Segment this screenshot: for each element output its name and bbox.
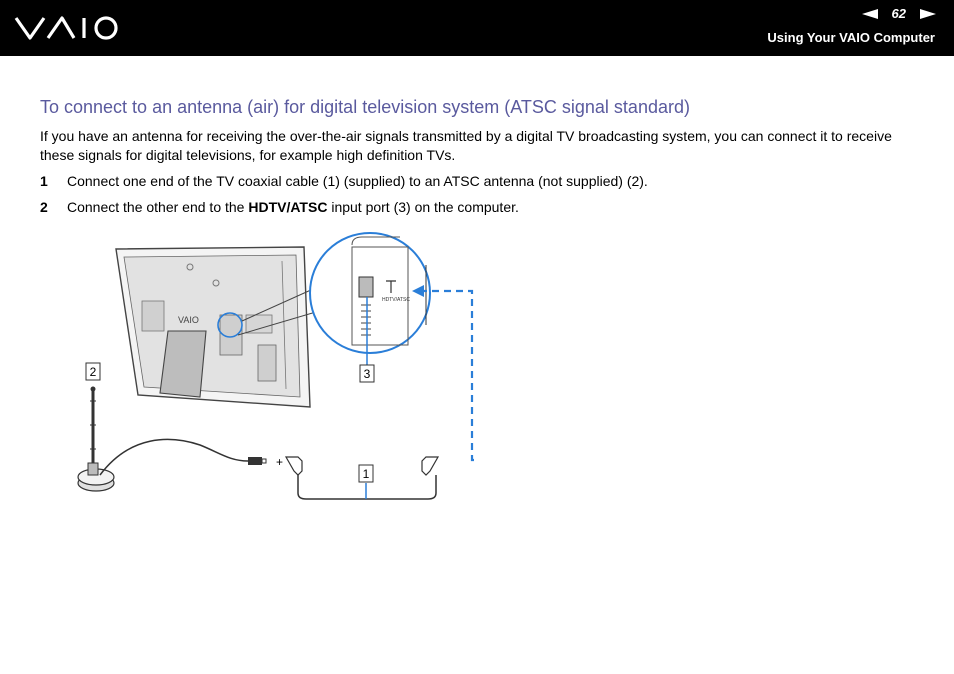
step-text-after: input port (3) on the computer. (327, 199, 519, 215)
antenna-plug (248, 457, 262, 465)
section-title: Using Your VAIO Computer (767, 30, 935, 45)
port-name-bold: HDTV/ATSC (248, 199, 328, 215)
intro-paragraph: If you have an antenna for receiving the over-the-air signals transmitted by a digital TV broadcasting system, you can connect it to receive these signals for digital televisions, for example high definition TVs. (40, 128, 892, 163)
callout-2 (86, 363, 100, 380)
svg-text:VAIO: VAIO (178, 315, 199, 325)
plus-sign: + (276, 455, 284, 469)
svg-text:1: 1 (362, 467, 370, 481)
page-title: To connect to an antenna (air) for digital television system (ATSC signal standard) (40, 97, 690, 117)
callout-3 (360, 365, 374, 382)
step-number: 2 (40, 199, 48, 215)
computer-back-illustration (116, 247, 326, 407)
port-label: HDTV/ATSC (382, 297, 410, 303)
svg-text:2: 2 (89, 365, 97, 379)
svg-text:3: 3 (363, 367, 371, 381)
step-number: 1 (40, 173, 48, 189)
page-navigation (862, 6, 936, 21)
callout-1 (359, 465, 373, 482)
port-zoom-detail (310, 233, 430, 365)
step-1 (40, 172, 648, 190)
page-header (0, 0, 954, 56)
page-number: 62 (891, 6, 906, 21)
step-2 (40, 198, 519, 216)
step-text-before: Connect the other end to the (67, 199, 249, 215)
antenna-illustration (78, 387, 114, 492)
next-page-arrow-icon[interactable] (920, 9, 936, 19)
step-text: Connect one end of the TV coaxial cable (1) (supplied) to an ATSC antenna (not supplied) (2). (67, 173, 648, 189)
connection-diagram (70, 225, 490, 505)
antenna-cable (100, 439, 248, 475)
vaio-logo (14, 14, 122, 42)
previous-page-arrow-icon[interactable] (862, 9, 878, 19)
